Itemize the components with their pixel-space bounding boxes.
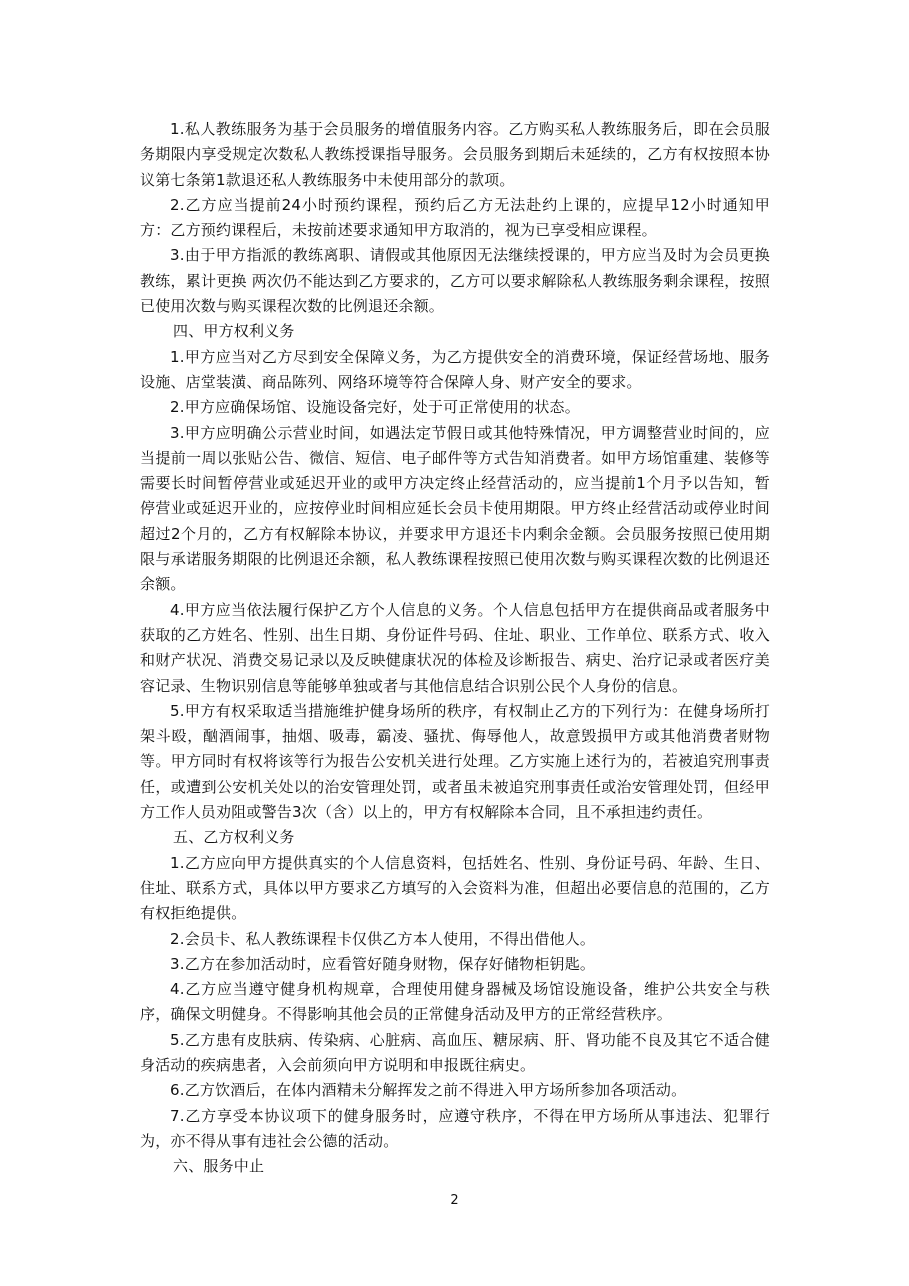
paragraph: 3.由于甲方指派的教练离职、请假或其他原因无法继续授课的，甲方应当及时为会员更换教练，累计更换 两次仍不能达到乙方要求的，乙方可以要求解除私人教练服务剩余课程，按照已使用次数与购买课程次数的比例退还余额。 (140, 246, 770, 316)
paragraph: 6.乙方饮酒后，在体内酒精未分解挥发之前不得进入甲方场所参加各项活动。 (170, 1081, 687, 1100)
paragraph: 5.甲方有权采取适当措施维护健身场所的秩序，有权制止乙方的下列行为：在健身场所打架斗殴，酗酒闹事，抽烟、吸毒，霸凌、骚扰、侮辱他人，故意毁损甲方或其他消费者财物等。甲方同时有权将该等行为报告公安机关进行处理。乙方实施上述行为的，若被追究刑事责任，或遭到公安机关处以的治安管理处罚，或者虽未被追究刑事责任或治安管理处罚，但经甲方工作人员劝阻或警告3次（含）以上的，甲方有权解除本合同，且不承担违约责任。 (140, 701, 770, 822)
paragraph: 5.乙方患有皮肤病、传染病、心脏病、高血压、糖尿病、肝、肾功能不良及其它不适合健身活动的疾病患者，入会前须向甲方说明和申报既往病史。 (140, 1030, 770, 1074)
paragraph: 1.乙方应向甲方提供真实的个人信息资料，包括姓名、性别、身份证号码、年龄、生日、住址、联系方式，具体以甲方要求乙方填写的入会资料为准，但超出必要信息的范围的，乙方有权拒绝提供。 (140, 853, 770, 923)
paragraph: 2.会员卡、私人教练课程卡仅供乙方本人使用，不得出借他人。 (170, 929, 596, 948)
section-heading: 六、服务中止 (173, 1157, 265, 1176)
paragraph: 1.私人教练服务为基于会员服务的增值服务内容。乙方购买私人教练服务后，即在会员服务期限内享受规定次数私人教练授课指导服务。会员服务到期后未延续的，乙方有权按照本协议第七条第1款退还私人教练服务中未使用部分的款项。 (140, 120, 770, 189)
paragraph: 2.甲方应确保场馆、设施设备完好，处于可正常使用的状态。 (170, 398, 580, 417)
page-number: 2 (450, 1193, 459, 1208)
paragraph: 4.乙方应当遵守健身机构规章，合理使用健身器械及场馆设施设备，维护公共安全与秩序，确保文明健身。不得影响其他会员的正常健身活动及甲方的正常经营秩序。 (140, 980, 770, 1024)
document-body (140, 117, 770, 1179)
paragraph: 3.甲方应明确公示营业时间，如遇法定节假日或其他特殊情况，甲方调整营业时间的，应当提前一周以张贴公告、微信、短信、电子邮件等方式告知消费者。如甲方场馆重建、装修等需要长时间暂停营业或延迟开业的或甲方决定终止经营活动的，应当提前1个月予以告知，暂停营业或延迟开业的，应按停业时间相应延长会员卡使用期限。甲方终止经营活动或停业时间超过2个月的，乙方有权解除本协议，并要求甲方退还卡内剩余金额。会员服务按照已使用期限与承诺服务期限的比例退还余额，私人教练课程按照已使用次数与购买课程次数的比例退还余额。 (140, 423, 770, 594)
paragraph: 1.甲方应当对乙方尽到安全保障义务，为乙方提供安全的消费环境，保证经营场地、服务设施、店堂装潢、商品陈列、网络环境等符合保障人身、财产安全的要求。 (140, 347, 770, 391)
paragraph: 7.乙方享受本协议项下的健身服务时，应遵守秩序，不得在甲方场所从事违法、犯罪行为，亦不得从事有违社会公德的活动。 (140, 1106, 770, 1150)
paragraph: 4.甲方应当依法履行保护乙方个人信息的义务。个人信息包括甲方在提供商品或者服务中获取的乙方姓名、性别、出生日期、身份证件号码、住址、职业、工作单位、联系方式、收入和财产状况、消费交易记录以及反映健康状况的体检及诊断报告、病史、治疗记录或者医疗美容记录、生物识别信息等能够单独或者与其他信息结合识别公民个人身份的信息。 (140, 600, 770, 695)
section-heading: 五、乙方权利义务 (173, 828, 295, 847)
paragraph: 3.乙方在参加活动时，应看管好随身财物，保存好储物柜钥匙。 (170, 954, 596, 973)
paragraph: 2.乙方应当提前24小时预约课程，预约后乙方无法赴约上课的，应提早12小时通知甲方：乙方预约课程后，未按前述要求通知甲方取消的，视为已享受相应课程。 (140, 195, 770, 240)
section-heading: 四、甲方权利义务 (173, 322, 295, 341)
